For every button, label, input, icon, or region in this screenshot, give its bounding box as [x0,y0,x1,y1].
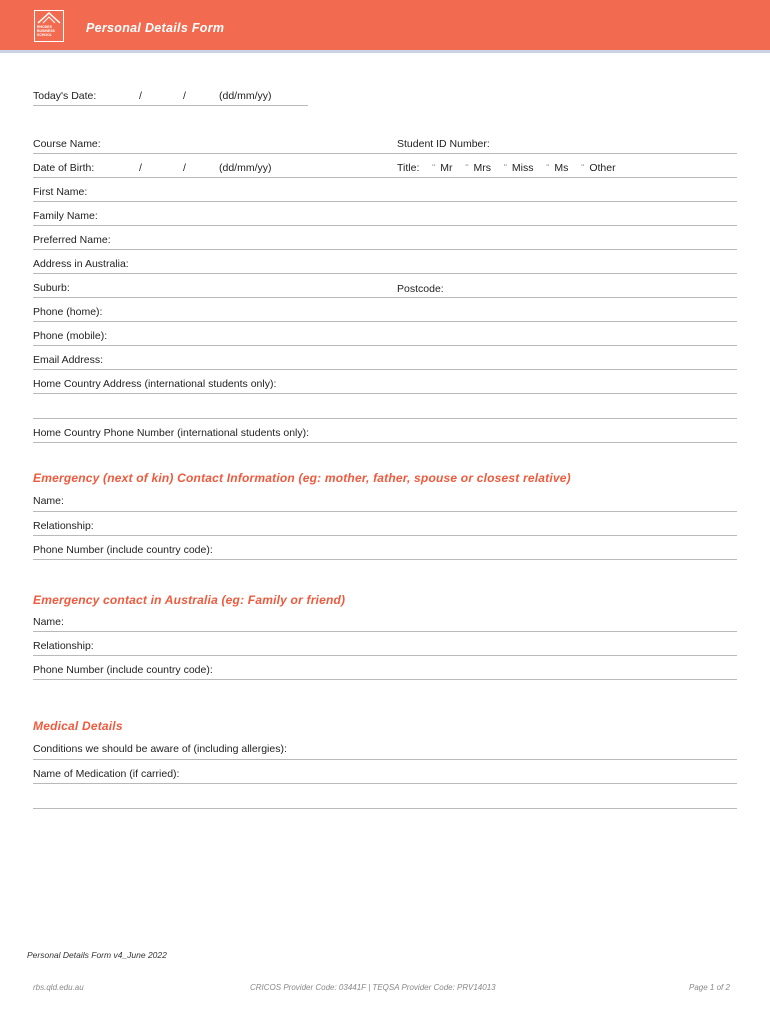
title-label: Title: [397,162,420,174]
logo-mark-icon [37,12,61,24]
postcode-label: Postcode: [397,283,444,295]
first-name-field[interactable] [33,201,737,202]
dob-label: Date of Birth: [33,162,95,174]
course-name-label: Course Name: [33,138,101,150]
home-country-phone-field[interactable] [33,442,737,443]
suburb-label: Suburb: [33,282,70,294]
conditions-field[interactable] [33,759,737,760]
home-country-address-field[interactable] [33,393,737,394]
emergency-kin-heading: Emergency (next of kin) Contact Information (eg: mother, father, spouse or closest relative) [33,471,571,485]
kin-relationship-field[interactable] [33,535,737,536]
checkbox-icon[interactable]: ¨ [546,163,550,173]
kin-phone-label: Phone Number (include country code): [33,544,213,556]
au-relationship-label: Relationship: [33,640,94,652]
checkbox-icon[interactable]: ¨ [503,163,507,173]
family-name-field[interactable] [33,225,737,226]
au-name-label: Name: [33,616,64,628]
preferred-name-label: Preferred Name: [33,234,111,246]
date-separator: / [139,162,142,174]
title-option-other[interactable]: ¨ Other [581,162,616,174]
todays-date-field[interactable] [33,105,308,106]
first-name-label: First Name: [33,186,88,198]
medical-heading: Medical Details [33,719,123,733]
emergency-au-heading: Emergency contact in Australia (eg: Family or friend) [33,593,346,607]
kin-relationship-label: Relationship: [33,520,94,532]
title-options [397,162,616,174]
title-option-ms[interactable]: ¨ Ms [546,162,569,174]
footer-page-number: Page 1 of 2 [689,983,730,992]
date-separator: / [183,162,186,174]
au-relationship-field[interactable] [33,655,737,656]
address-field[interactable] [33,273,737,274]
kin-name-label: Name: [33,495,64,507]
family-name-label: Family Name: [33,210,98,222]
page-header [0,0,770,53]
medication-field[interactable] [33,783,737,784]
title-option-miss[interactable]: ¨ Miss [503,162,534,174]
conditions-label: Conditions we should be aware of (including allergies): [33,743,287,755]
checkbox-icon[interactable]: ¨ [432,163,436,173]
footer-website[interactable]: rbs.qld.edu.au [33,983,84,992]
footer-provider-codes: CRICOS Provider Code: 03441F | TEQSA Provider Code: PRV14013 [250,983,496,992]
medication-field-2[interactable] [33,808,737,809]
course-name-field[interactable] [33,153,737,154]
phone-home-field[interactable] [33,321,737,322]
home-country-address-label: Home Country Address (international students only): [33,378,277,390]
phone-home-label: Phone (home): [33,306,103,318]
logo-text: RHODES BUSINESS SCHOOL [37,25,55,37]
dob-field[interactable] [33,177,737,178]
suburb-field[interactable] [33,297,737,298]
au-phone-label: Phone Number (include country code): [33,664,213,676]
page-title: Personal Details Form [86,21,225,35]
title-option-mrs[interactable]: ¨ Mrs [465,162,491,174]
email-field[interactable] [33,369,737,370]
phone-mobile-label: Phone (mobile): [33,330,108,342]
checkbox-icon[interactable]: ¨ [581,163,585,173]
title-option-mr[interactable]: ¨ Mr [432,162,453,174]
au-phone-field[interactable] [33,679,737,680]
kin-phone-field[interactable] [33,559,737,560]
school-logo [34,10,64,42]
phone-mobile-field[interactable] [33,345,737,346]
au-name-field[interactable] [33,631,737,632]
address-label: Address in Australia: [33,258,129,270]
preferred-name-field[interactable] [33,249,737,250]
kin-name-field[interactable] [33,511,737,512]
medication-label: Name of Medication (if carried): [33,768,180,780]
date-separator: / [183,90,186,102]
home-country-phone-label: Home Country Phone Number (international students only): [33,427,310,439]
checkbox-icon[interactable]: ¨ [465,163,469,173]
todays-date-label: Today's Date: [33,90,97,102]
date-format-hint: (dd/mm/yy) [219,90,272,102]
student-id-label: Student ID Number: [397,138,490,150]
email-label: Email Address: [33,354,104,366]
home-country-address-field-2[interactable] [33,418,737,419]
form-version: Personal Details Form v4_June 2022 [27,950,167,960]
date-separator: / [139,90,142,102]
dob-format-hint: (dd/mm/yy) [219,162,272,174]
